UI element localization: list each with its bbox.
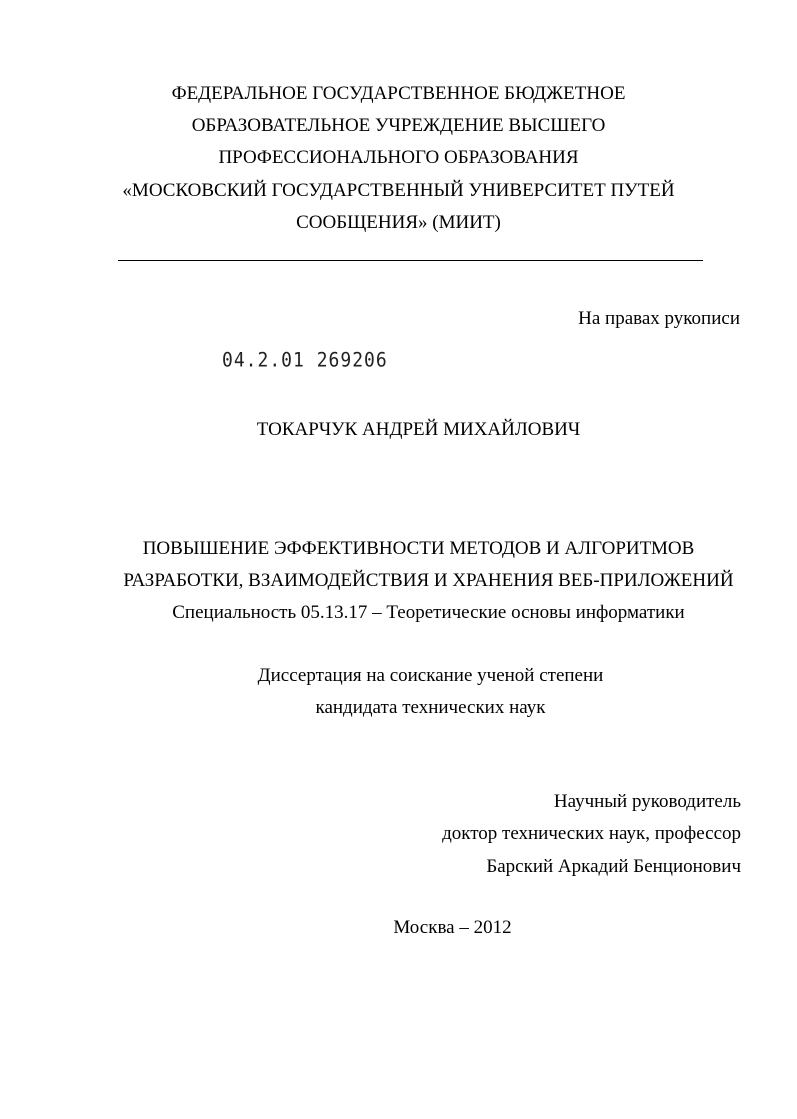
header-line-4: «МОСКОВСКИЙ ГОСУДАРСТВЕННЫЙ УНИВЕРСИТЕТ ПУТЕЙ bbox=[122, 180, 675, 201]
supervisor-role: Научный руководитель bbox=[553, 791, 741, 812]
header-line-3: ПРОФЕССИОНАЛЬНОГО ОБРАЗОВАНИЯ bbox=[218, 147, 579, 168]
author-name: ТОКАРЧУК АНДРЕЙ МИХАЙЛОВИЧ bbox=[256, 419, 581, 440]
degree-line-2: кандидата технических наук bbox=[315, 697, 546, 718]
city-year: Москва – 2012 bbox=[393, 917, 512, 938]
supervisor-name: Барский Аркадий Бенционович bbox=[486, 856, 741, 877]
header-divider bbox=[118, 260, 703, 261]
title-line-2: РАЗРАБОТКИ, ВЗАИМОДЕЙСТВИЯ И ХРАНЕНИЯ ВЕБ-ПРИЛОЖЕНИЙ bbox=[123, 570, 734, 591]
specialty: Специальность 05.13.17 – Теоретические основы информатики bbox=[172, 602, 685, 623]
header-line-2: ОБРАЗОВАТЕЛЬНОЕ УЧРЕЖДЕНИЕ ВЫСШЕГО bbox=[191, 115, 606, 136]
degree-line-1: Диссертация на соискание ученой степени bbox=[257, 665, 604, 686]
title-line-1: ПОВЫШЕНИЕ ЭФФЕКТИВНОСТИ МЕТОДОВ И АЛГОРИТМОВ bbox=[142, 538, 695, 559]
manuscript-note: На правах рукописи bbox=[578, 308, 740, 329]
header-line-1: ФЕДЕРАЛЬНОЕ ГОСУДАРСТВЕННОЕ БЮДЖЕТНОЕ bbox=[171, 83, 626, 104]
header-line-5: СООБЩЕНИЯ» (МИИТ) bbox=[296, 212, 501, 233]
registration-stamp: 04.2.01 269206 bbox=[222, 349, 388, 373]
supervisor-degree: доктор технических наук, профессор bbox=[442, 823, 741, 844]
